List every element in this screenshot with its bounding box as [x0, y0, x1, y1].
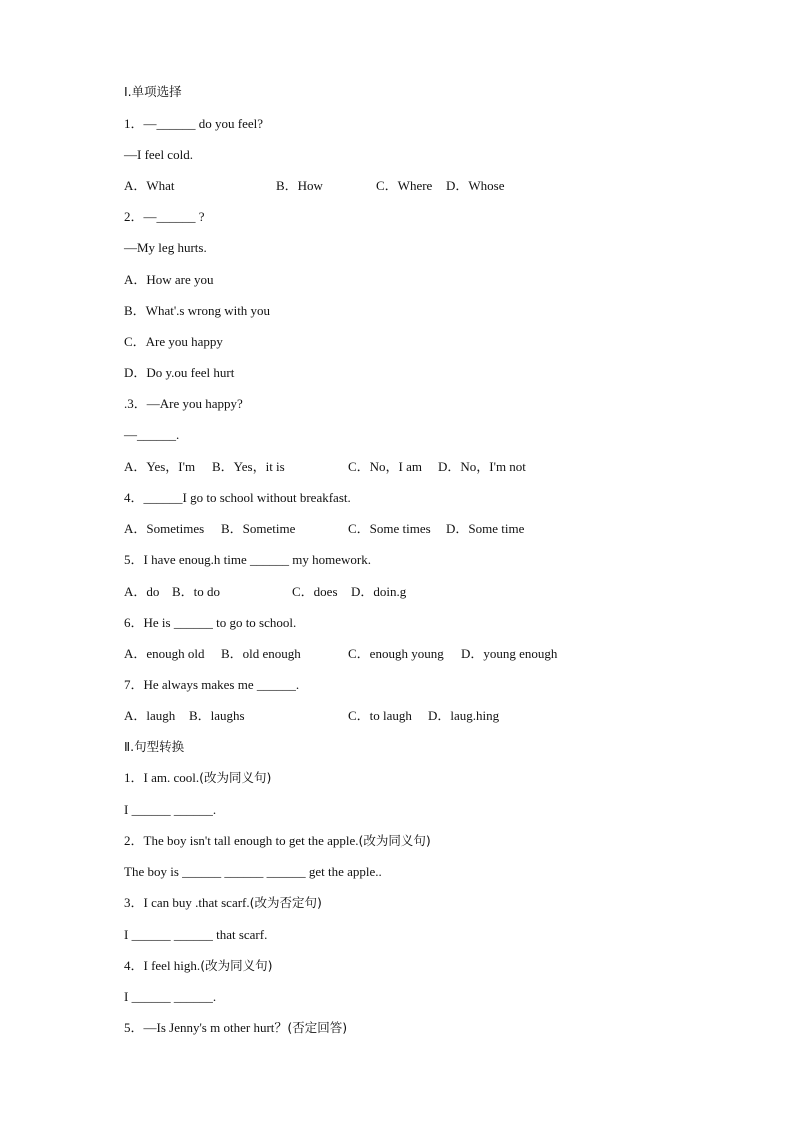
section-2-title: Ⅱ.句型转换 — [124, 739, 185, 754]
transform-4-answer: I ______ ______. — [124, 989, 217, 1004]
question-7: 7．He always makes me ______. — [124, 677, 300, 692]
transform-2: 2．The boy isn't tall enough to get the apple.(改为同义句) — [124, 833, 431, 848]
option-b: B．laughs — [189, 708, 245, 723]
option-a: A．How are you — [124, 272, 214, 287]
option-d: D．laug.hing — [428, 708, 500, 723]
transform-1: 1．I am. cool.(改为同义句) — [124, 770, 272, 785]
option-b: B．to do — [172, 584, 221, 599]
question-6: 6．He is ______ to go to school. — [124, 615, 297, 630]
question-3: .3．—Are you happy? — [124, 396, 243, 411]
option-c: C．enough young — [348, 646, 444, 661]
question-5: 5．I have enoug.h time ______ my homework. — [124, 552, 371, 567]
question-2: 2．—______ ? — [124, 209, 205, 224]
option-a: A．Yes，I'm — [124, 459, 196, 474]
option-c: C．Some times — [348, 521, 431, 536]
question-3-prompt: —______. — [124, 427, 180, 442]
option-a: A．Sometimes — [124, 521, 205, 536]
option-a: A．laugh — [124, 708, 176, 723]
option-d: D．Some time — [446, 521, 525, 536]
option-d: D．No，I'm not — [438, 459, 526, 474]
question-1: 1．—______ do you feel? — [124, 116, 264, 131]
transform-1-answer: I ______ ______. — [124, 802, 217, 817]
option-b: B．How — [276, 178, 323, 193]
question-2-prompt: —My leg hurts. — [124, 240, 207, 255]
transform-2-answer: The boy is ______ ______ ______ get the apple.. — [124, 864, 382, 879]
option-a: A．What — [124, 178, 175, 193]
option-b: B．What'.s wrong with you — [124, 303, 271, 318]
option-b: B．Sometime — [221, 521, 296, 536]
option-c: C．No，I am — [348, 459, 423, 474]
option-a: A．enough old — [124, 646, 205, 661]
option-a: A．do — [124, 584, 160, 599]
question-4: 4．______I go to school without breakfast. — [124, 490, 351, 505]
transform-3: 3．I can buy .that scarf.(改为否定句) — [124, 895, 322, 910]
option-b: B．Yes，it is — [212, 459, 285, 474]
option-c: C．Where — [376, 178, 433, 193]
transform-3-answer: I ______ ______ that scarf. — [124, 927, 268, 942]
section-1-title: Ⅰ.单项选择 — [124, 84, 182, 99]
transform-5: 5．—Is Jenny's m other hurt？(否定回答) — [124, 1020, 348, 1035]
option-c: C．to laugh — [348, 708, 412, 723]
option-d: D．doin.g — [351, 584, 407, 599]
option-d: D．Whose — [446, 178, 505, 193]
transform-4: 4．I feel high.(改为同义句) — [124, 958, 273, 973]
option-d: D．young enough — [461, 646, 558, 661]
option-c: C．Are you happy — [124, 334, 223, 349]
option-d: D．Do y.ou feel hurt — [124, 365, 235, 380]
option-b: B．old enough — [221, 646, 301, 661]
question-1-prompt: —I feel cold. — [124, 147, 193, 162]
option-c: C．does — [292, 584, 338, 599]
